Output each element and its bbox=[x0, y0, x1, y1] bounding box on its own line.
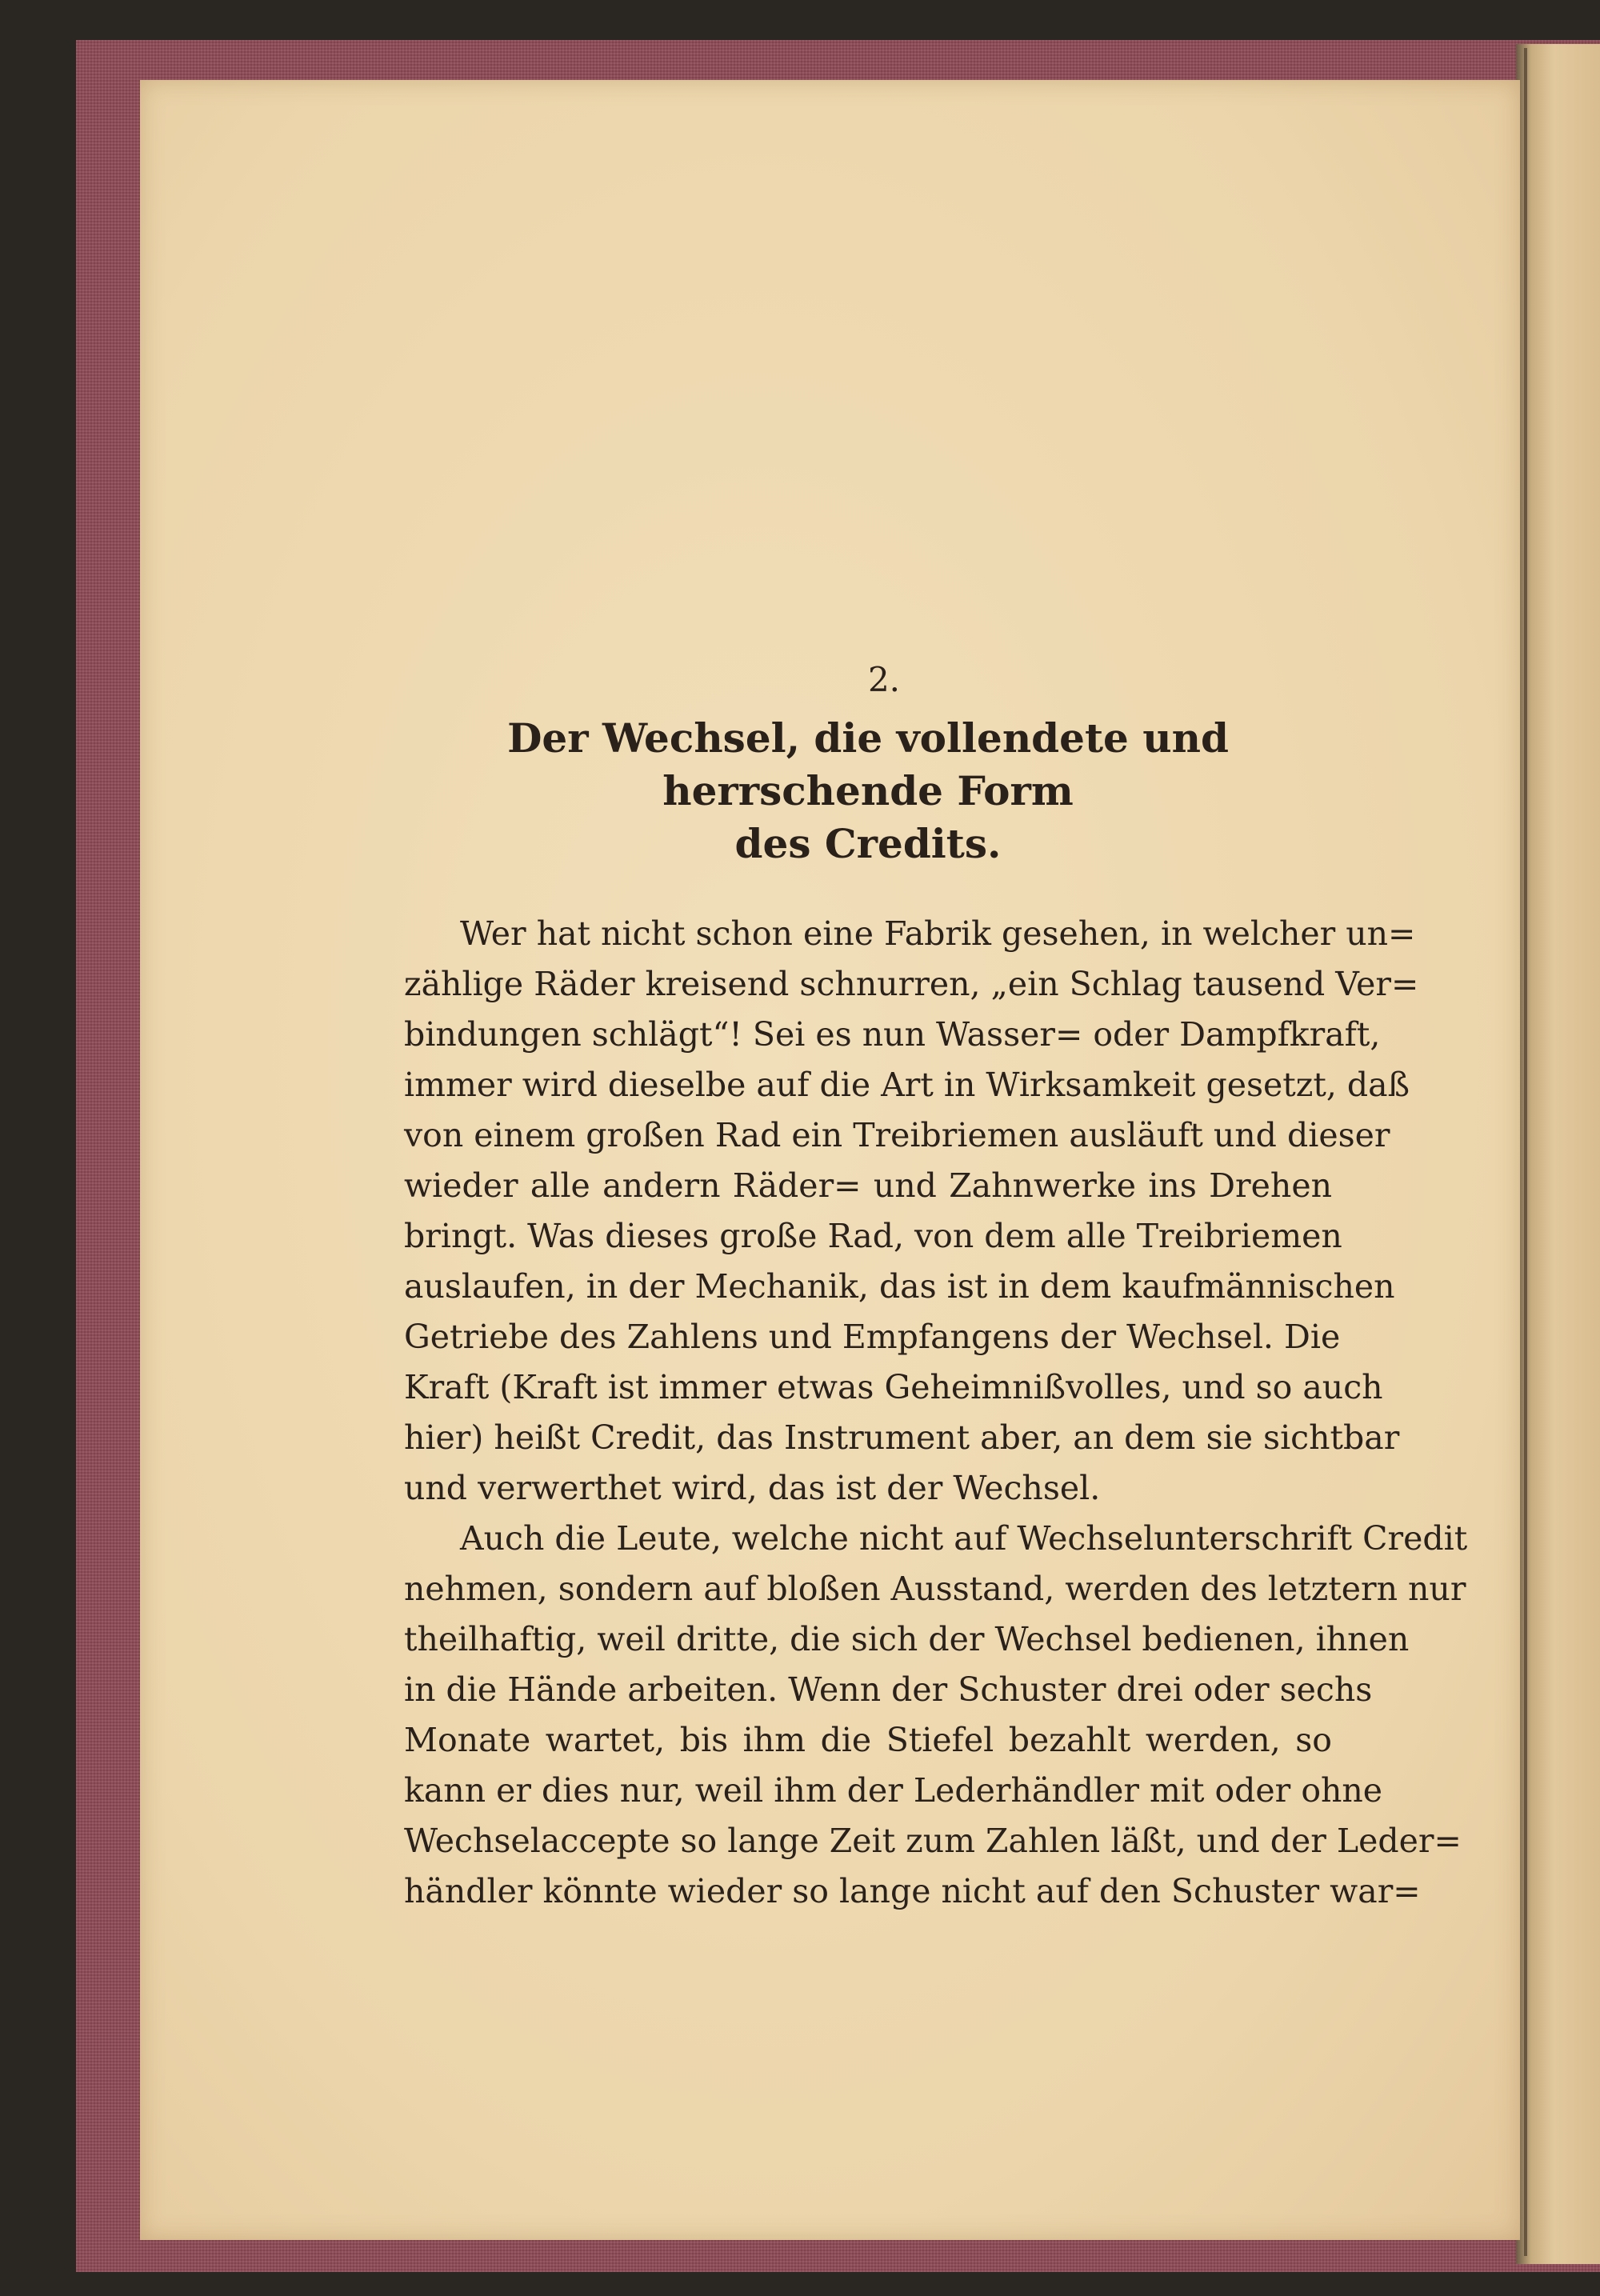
text-line: kann er dies nur, weil ihm der Lederhändler mit oder ohne bbox=[404, 1771, 1383, 1810]
text-line: bindungen schlägt“! Sei es nun Wasser= oder Dampfkraft, bbox=[404, 1015, 1381, 1054]
page-gutter bbox=[1516, 44, 1600, 2264]
text-line: in die Hände arbeiten. Wenn der Schuster drei oder sechs bbox=[404, 1670, 1373, 1709]
text-line: zählige Räder kreisend schnurren, „ein Schlag tausend Ver= bbox=[404, 965, 1419, 1003]
text-line: Wer hat nicht schon eine Fabrik gesehen, in welcher un= bbox=[460, 914, 1416, 953]
text-line: von einem großen Rad ein Treibriemen ausläuft und dieser bbox=[404, 1116, 1390, 1154]
text-line: theilhaftig, weil dritte, die sich der Wechsel bedienen, ihnen bbox=[404, 1620, 1410, 1658]
text-line: Kraft (Kraft ist immer etwas Geheimnißvolles, und so auch bbox=[404, 1368, 1383, 1406]
paragraph-2 bbox=[404, 1514, 1468, 1917]
text-line: auslaufen, in der Mechanik, das ist in dem kaufmännischen bbox=[404, 1267, 1395, 1306]
text-line: Monate wartet, bis ihm die Stiefel bezahlt werden, so bbox=[404, 1721, 1332, 1759]
section-heading bbox=[404, 712, 1332, 870]
paragraph-1 bbox=[404, 909, 1419, 1514]
page-text bbox=[404, 656, 1468, 1917]
gutter-shadow bbox=[1524, 48, 1527, 2256]
text-line: Getriebe des Zahlens und Empfangens der Wechsel. Die bbox=[404, 1318, 1341, 1356]
text-line: bringt. Was dieses große Rad, von dem alle Treibriemen bbox=[404, 1217, 1342, 1255]
text-line: nehmen, sondern auf bloßen Ausstand, werden des letztern nur bbox=[404, 1570, 1466, 1608]
text-line: händler könnte wieder so lange nicht auf den Schuster war= bbox=[404, 1872, 1421, 1910]
section-number: 2. bbox=[867, 660, 901, 699]
text-line: Auch die Leute, welche nicht auf Wechselunterschrift Credit bbox=[460, 1519, 1468, 1558]
text-line: wieder alle andern Räder= und Zahnwerke ins Drehen bbox=[404, 1166, 1332, 1205]
heading-line-2: des Credits. bbox=[734, 820, 1002, 867]
heading-line-1: Der Wechsel, die vollendete und herrschende Form bbox=[507, 714, 1229, 814]
text-line: und verwerthet wird, das ist der Wechsel. bbox=[404, 1469, 1101, 1507]
text-line: Wechselaccepte so lange Zeit zum Zahlen läßt, und der Leder= bbox=[404, 1822, 1462, 1860]
text-line: hier) heißt Credit, das Instrument aber, an dem sie sichtbar bbox=[404, 1418, 1400, 1457]
text-line: immer wird dieselbe auf die Art in Wirksamkeit gesetzt, daß bbox=[404, 1066, 1410, 1104]
